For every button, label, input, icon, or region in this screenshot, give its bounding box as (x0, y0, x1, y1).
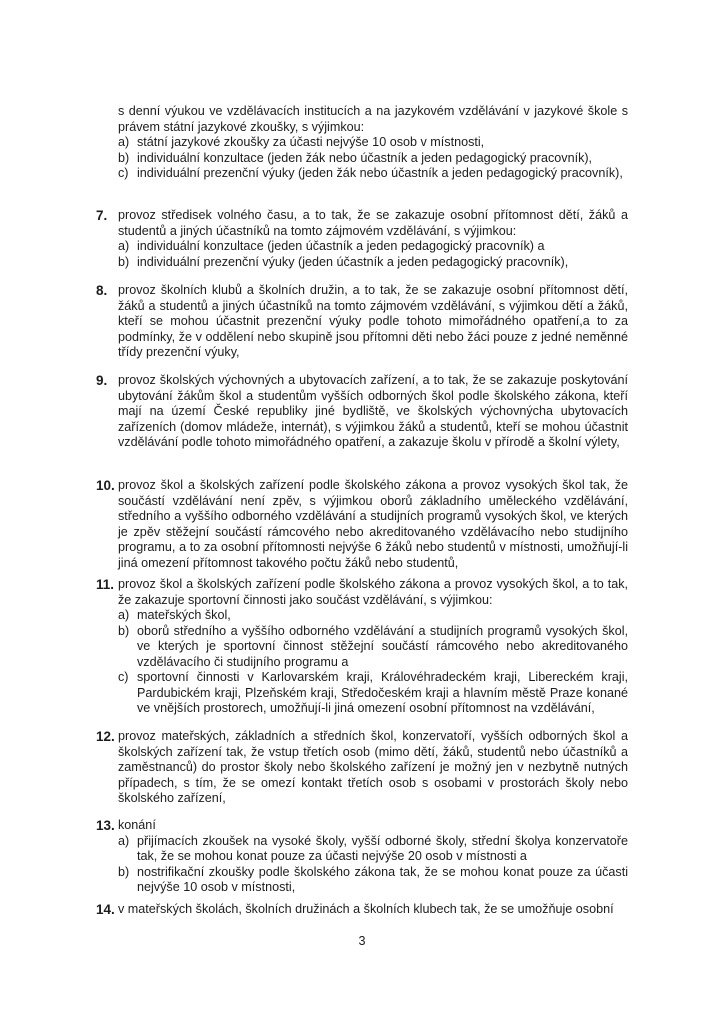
item-number: 12. (96, 729, 115, 744)
intro-sub-b (118, 151, 628, 167)
sub-text: sportovní činnosti v Karlovarském kraji, Královéhradeckém kraji, Libereckém kraji, Pardubickém kraji, Plzeňském kraji, Středočeském kraji a hlavním městě Praze konané ve vnějších prostorech, umožňují-li jiná omezení osobní přítomnost na vzdělávání, (137, 670, 628, 715)
item-sub-b (118, 255, 628, 271)
item-number: 7. (96, 208, 108, 223)
item-number: 10. (96, 478, 115, 493)
sub-text: nostrifikační zkoušky podle školského zákona tak, že se mohou konat pouze za účasti nejvýše 10 osob v místnosti, (137, 864, 628, 894)
sub-label: b) (118, 150, 130, 165)
list-item-12 (96, 729, 628, 807)
sub-text: oborů středního a vyššího odborného vzdělávání a studijních programů vysokých škol, ve kterých je sportovní činnost stěžejní součástí rámcového nebo akreditovaného vzdělávacího či studijního programu a (137, 623, 628, 669)
sub-label: b) (118, 254, 130, 269)
sub-label: c) (118, 670, 129, 684)
list-item-13 (96, 818, 628, 896)
sub-label: a) (118, 833, 130, 848)
sub-label: a) (118, 135, 130, 149)
item-sub-b (118, 865, 628, 896)
item-text: konání (118, 818, 156, 832)
page-number: 3 (358, 934, 366, 948)
item-sub-a (118, 239, 628, 255)
item-number: 8. (96, 283, 108, 298)
item-sub-b (118, 624, 628, 671)
list-item-8 (96, 283, 628, 361)
item-sub-a (118, 608, 628, 624)
item-text: provoz škol a školských zařízení podle školského zákona a provoz vysokých škol, a to tak, že zakazuje sportovní činnosti jako součást vzdělávání, s výjimkou: (118, 577, 628, 607)
item-number: 9. (96, 373, 108, 388)
sub-text: individuální konzultace (jeden žák nebo účastník a jeden pedagogický pracovník), (137, 150, 593, 165)
intro-sub-a (118, 135, 628, 151)
sub-label: a) (118, 239, 130, 253)
list-item-14 (96, 902, 628, 918)
sub-label: c) (118, 166, 129, 180)
list-item-11 (96, 577, 628, 717)
sub-text: mateřských škol, (137, 608, 231, 622)
item-text: provoz škol a školských zařízení podle školského zákona a provoz vysokých škol tak, že součástí vzdělávání není zpěv, s výjimkou oborů základního uměleckého vzdělávání, středního a vyššího odborného vzdělávání a studijních programů vysokých škol, ve kterých je zpěv stěžejní součástí rámcového nebo akreditovaného vzdělávacího nebo studijního programu, a to za osobní přítomnosti nejvýše 6 žáků nebo studentů v místnosti, umožňují-li jiná omezení přítomnost takového počtu žáků nebo studentů, (118, 478, 628, 570)
sub-label: b) (118, 864, 130, 879)
item-text: provoz mateřských, základních a středních škol, konzervatoří, vyšších odborných škol a školských zařízení tak, že vstup třetích osob (mimo dětí, žáků, studentů nebo účastníků a zaměstnanců) do prostor školy nebo školského zařízení je možný jen v nezbytně nutných případech, s tím, že se omezí kontakt třetích osob s osobami v prostorách školy nebo školského zařízení, (118, 729, 628, 805)
list-item-9 (96, 373, 628, 451)
sub-text: individuální konzultace (jeden účastník a jeden pedagogický pracovník) a (137, 239, 545, 253)
intro-sub-c (118, 166, 628, 182)
item-sub-a (118, 834, 628, 865)
sub-text: státní jazykové zkoušky za účasti nejvýše 10 osob v místnosti, (137, 135, 485, 149)
item-text: provoz školských výchovných a ubytovacích zařízení, a to tak, že se zakazuje poskytování ubytování žákům škol a studentům vyšších odborných škol podle školského zákona, kteří mají na území České republiky jiné bydliště, ve školských výchovnýcha ubytovacích zařízeních (domov mládeže, internát), s výjimkou žáků a studentů, kteří se mohou účastnit vzdělávání podle tohoto mimořádného opatření, a zakazuje školu v přírodě a školní výlety, (118, 373, 628, 449)
sub-label: b) (118, 623, 130, 638)
sub-text: přijímacích zkoušek na vysoké školy, vyšší odborné školy, střední školya konzervatoře tak, že se mohou konat pouze za účasti nejvýše 20 osob v místnosti a (137, 833, 628, 863)
item-sub-c (118, 670, 628, 717)
item-text: v mateřských školách, školních družinách a školních klubech tak, že se umožňuje osobní (118, 902, 614, 916)
sub-label: a) (118, 608, 130, 622)
item-number: 11. (96, 577, 115, 592)
list-item-10 (96, 478, 628, 571)
item-number: 14. (96, 902, 115, 917)
sub-text: individuální prezenční výuky (jeden účastník a jeden pedagogický pracovník), (137, 254, 569, 269)
intro-text: s denní výukou ve vzdělávacích institucích a na jazykovém vzdělávání v jazykové škole s právem státní jazykové zkoušky, s výjimkou: (118, 104, 628, 134)
list-item-7 (96, 208, 628, 270)
item-number: 13. (96, 818, 115, 833)
item-text: provoz středisek volného času, a to tak, že se zakazuje osobní přítomnost dětí, žáků a studentů a jiných účastníků na tomto zájmovém vzdělávání, s výjimkou: (118, 208, 628, 238)
item-text: provoz školních klubů a školních družin, a to tak, že se zakazuje osobní přítomnost dětí, žáků a studentů a jiných účastníků na tomto zájmovém vzdělávání, s výjimkou dětí a žáků, kteří se mohou účastnit prezenční výuky podle tohoto mimořádného opatření,a to za podmínky, že v oddělení nebo skupině jsou přítomni děti nebo žáci pouze z jedné neměnné třídy prezenční výuky, (118, 283, 628, 359)
intro-continuation (96, 104, 628, 182)
sub-text: individuální prezenční výuky (jeden žák nebo účastník a jeden pedagogický pracovník), (137, 166, 623, 180)
